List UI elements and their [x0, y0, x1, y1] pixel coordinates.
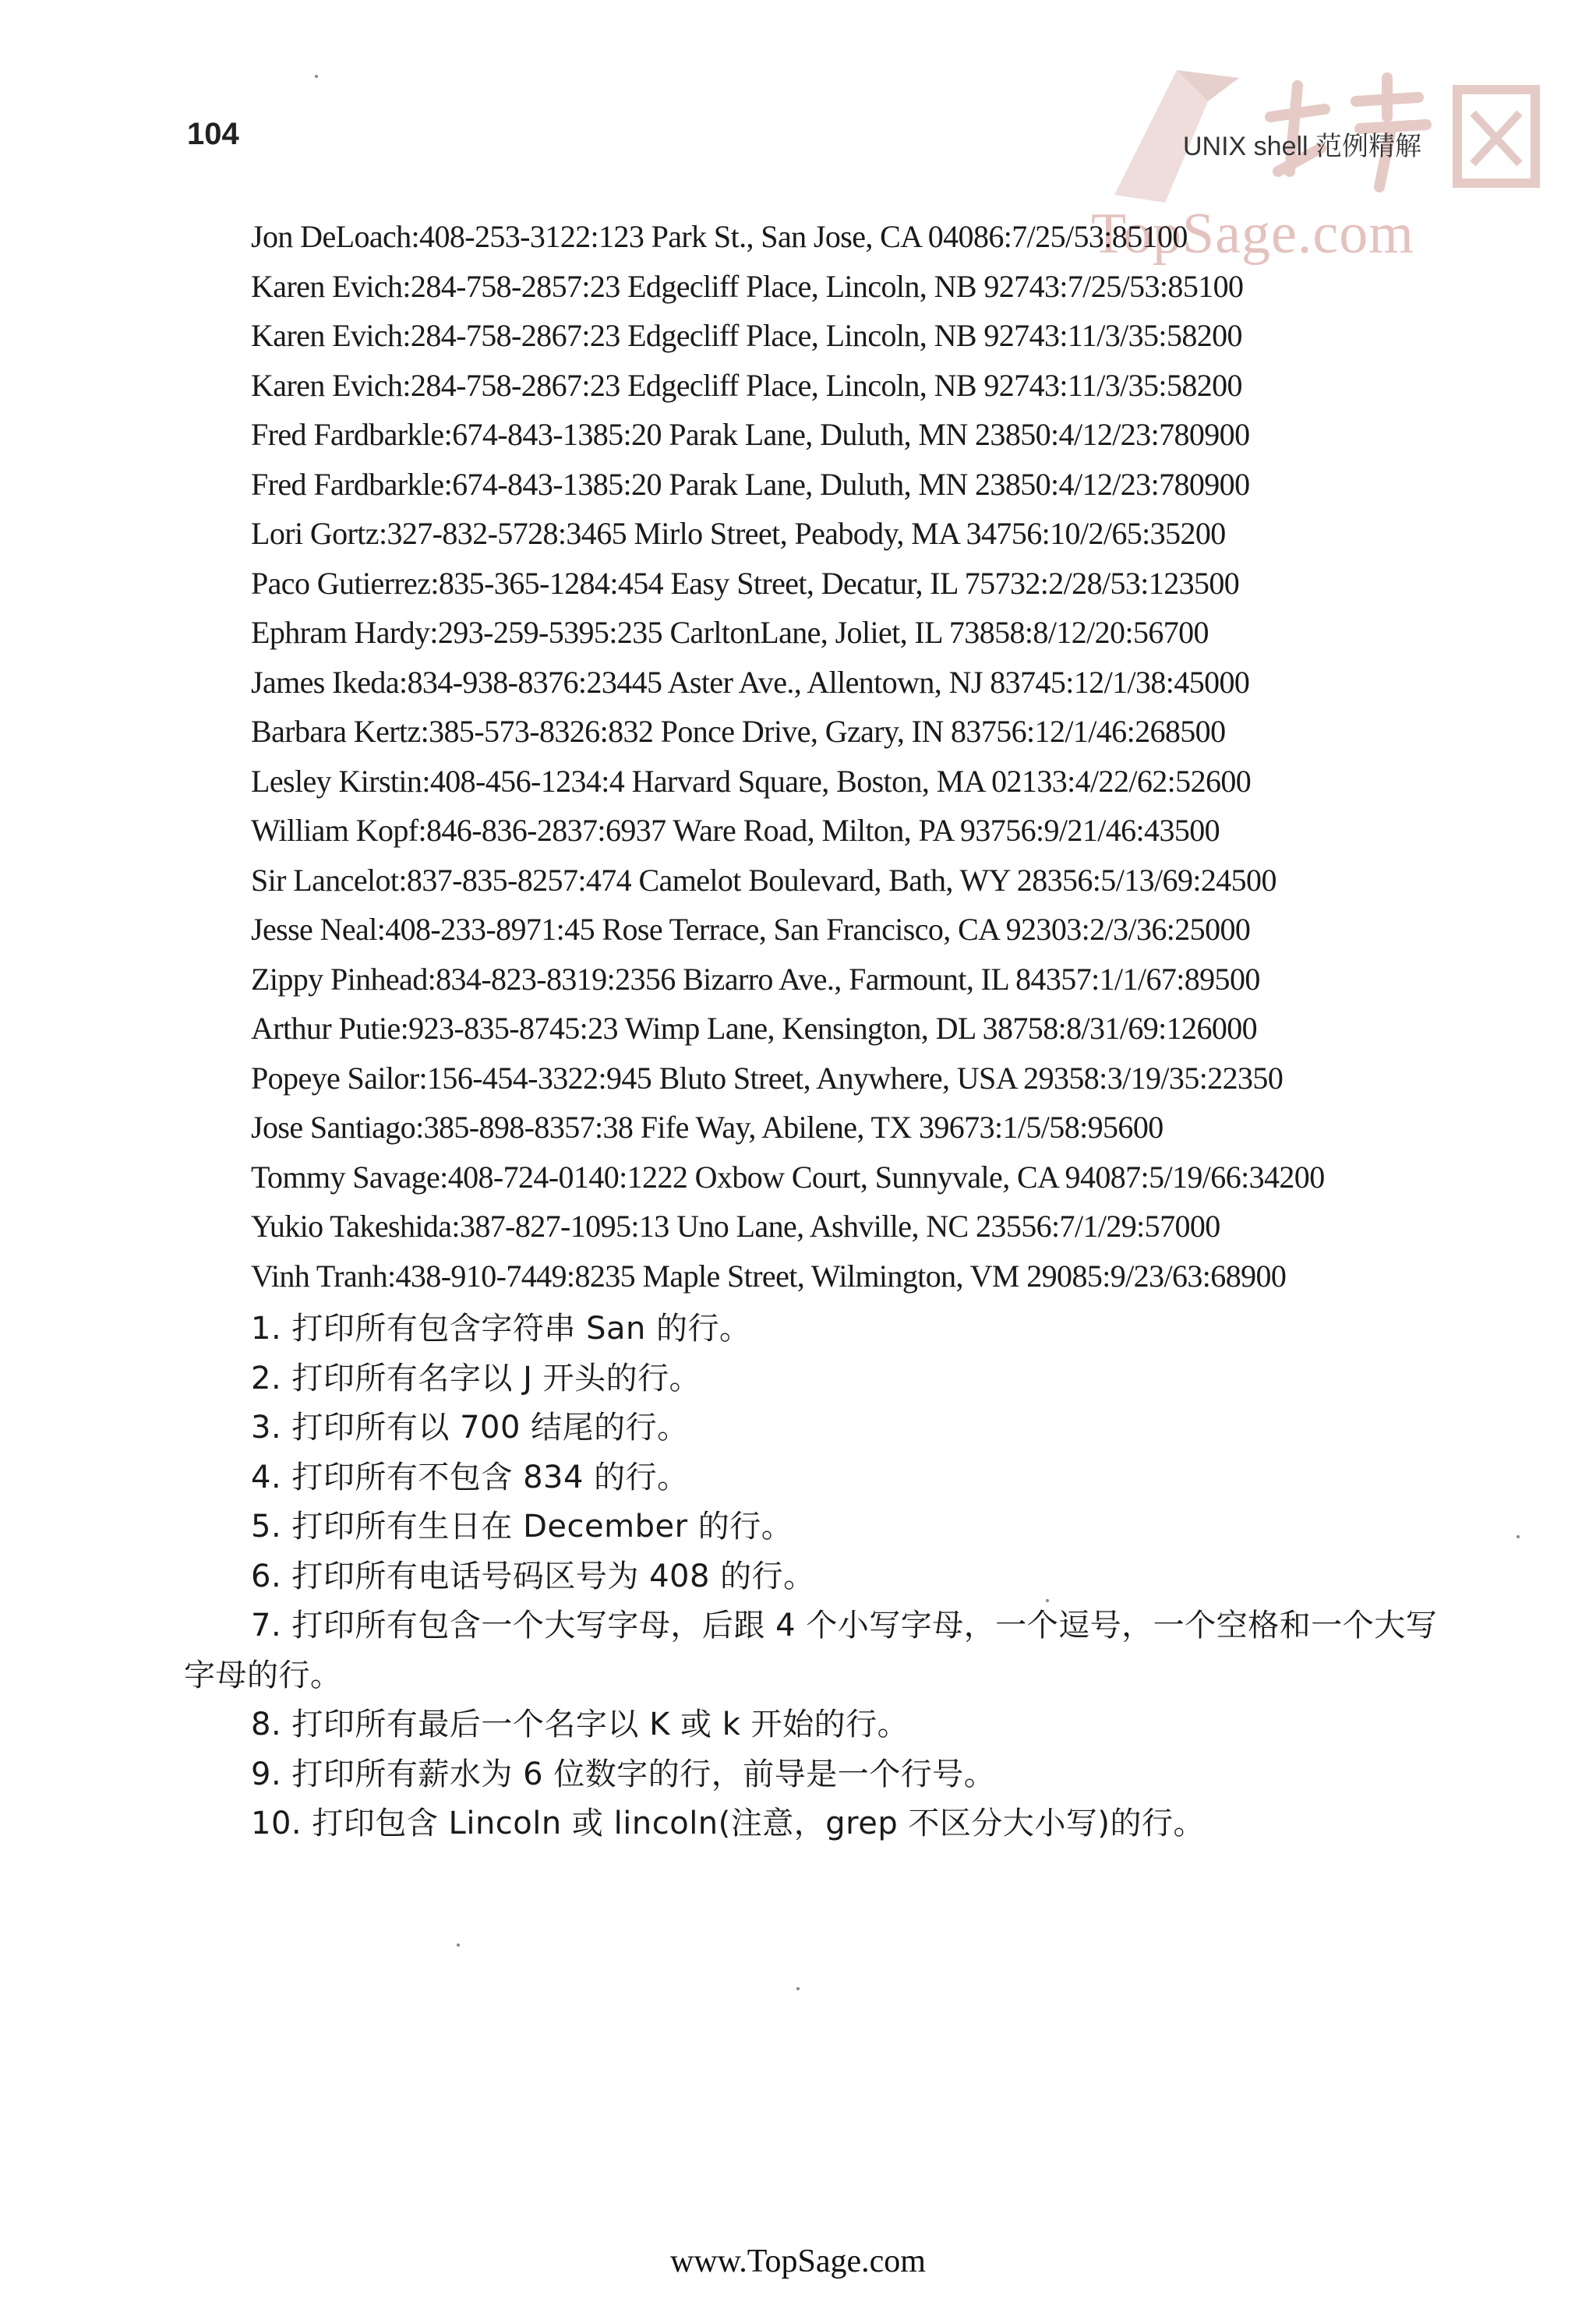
- scan-speck: [1046, 1599, 1049, 1602]
- exercise-list: [184, 1305, 1454, 1849]
- scan-speck: [796, 1987, 800, 1990]
- watermark-text: TopSage.com: [1091, 202, 1414, 266]
- exercise-item: 3. 打印所有以 700 结尾的行。: [251, 1410, 689, 1446]
- record-line: Paco Gutierrez:835-365-1284:454 Easy Street, Decatur, IL 75732:2/28/53:123500: [251, 565, 1240, 601]
- scan-speck: [457, 1944, 460, 1947]
- record-line: Lesley Kirstin:408-456-1234:4 Harvard Square, Boston, MA 02133:4/22/62:52600: [251, 763, 1252, 799]
- record-line: Karen Evich:284-758-2857:23 Edgecliff Place, Lincoln, NB 92743:7/25/53:85100: [251, 268, 1244, 304]
- scan-speck: [315, 75, 318, 78]
- footer-url: www.TopSage.com: [670, 2244, 926, 2279]
- record-line: Jesse Neal:408-233-8971:45 Rose Terrace, San Francisco, CA 92303:2/3/36:25000: [251, 912, 1251, 947]
- exercise-item: 4. 打印所有不包含 834 的行。: [251, 1459, 689, 1495]
- record-line: Fred Fardbarkle:674-843-1385:20 Parak Lane, Duluth, MN 23850:4/12/23:780900: [251, 417, 1250, 452]
- exercise-item: 8. 打印所有最后一个名字以 K 或 k 开始的行。: [251, 1707, 909, 1742]
- record-line: Barbara Kertz:385-573-8326:832 Ponce Drive, Gzary, IN 83756:12/1/46:268500: [251, 714, 1226, 749]
- record-line: Lori Gortz:327-832-5728:3465 Mirlo Street, Peabody, MA 34756:10/2/65:35200: [251, 516, 1226, 551]
- record-line: Ephram Hardy:293-259-5395:235 CarltonLane, Joliet, IL 73858:8/12/20:56700: [251, 615, 1209, 650]
- running-header-title: UNIX shell 范例精解: [1183, 132, 1422, 161]
- exercise-item: 2. 打印所有名字以 J 开头的行。: [251, 1360, 701, 1396]
- scan-speck: [1517, 1535, 1520, 1538]
- exercise-item: 6. 打印所有电话号码区号为 408 的行。: [251, 1558, 815, 1594]
- record-line: Tommy Savage:408-724-0140:1222 Oxbow Court, Sunnyvale, CA 94087:5/19/66:34200: [251, 1159, 1325, 1195]
- record-line: Fred Fardbarkle:674-843-1385:20 Parak Lane, Duluth, MN 23850:4/12/23:780900: [251, 466, 1250, 502]
- record-line: Karen Evich:284-758-2867:23 Edgecliff Place, Lincoln, NB 92743:11/3/35:58200: [251, 367, 1242, 403]
- record-line: Yukio Takeshida:387-827-1095:13 Uno Lane, Ashville, NC 23556:7/1/29:57000: [251, 1209, 1220, 1244]
- record-line: Karen Evich:284-758-2867:23 Edgecliff Place, Lincoln, NB 92743:11/3/35:58200: [251, 318, 1242, 353]
- page-number: 104: [187, 117, 239, 151]
- exercise-item: 7. 打印所有包含一个大写字母，后跟 4 个小写字母，一个逗号，一个空格和一个大写字母的行。: [184, 1608, 1438, 1693]
- record-line: Zippy Pinhead:834-823-8319:2356 Bizarro Ave., Farmount, IL 84357:1/1/67:89500: [251, 961, 1260, 997]
- data-records-list: [251, 212, 1325, 1301]
- record-line: Sir Lancelot:837-835-8257:474 Camelot Boulevard, Bath, WY 28356:5/13/69:24500: [251, 862, 1276, 898]
- exercise-item: 1. 打印所有包含字符串 San 的行。: [251, 1311, 751, 1347]
- record-line: James Ikeda:834-938-8376:23445 Aster Ave., Allentown, NJ 83745:12/1/38:45000: [251, 664, 1250, 700]
- exercise-item: 10. 打印包含 Lincoln 或 lincoln(注意，grep 不区分大小写)的行。: [251, 1806, 1206, 1841]
- record-line: William Kopf:846-836-2837:6937 Ware Road, Milton, PA 93756:9/21/46:43500: [251, 813, 1220, 848]
- record-line: Jon DeLoach:408-253-3122:123 Park St., San Jose, CA 04086:7/25/53:85100: [251, 219, 1188, 254]
- record-line: Popeye Sailor:156-454-3322:945 Bluto Street, Anywhere, USA 29358:3/19/35:22350: [251, 1060, 1284, 1096]
- exercise-item: 5. 打印所有生日在 December 的行。: [251, 1509, 793, 1545]
- exercise-item: 9. 打印所有薪水为 6 位数字的行，前导是一个行号。: [251, 1756, 996, 1792]
- record-line: Jose Santiago:385-898-8357:38 Fife Way, Abilene, TX 39673:1/5/58:95600: [251, 1110, 1163, 1145]
- record-line: Vinh Tranh:438-910-7449:8235 Maple Street, Wilmington, VM 29085:9/23/63:68900: [251, 1258, 1287, 1294]
- record-line: Arthur Putie:923-835-8745:23 Wimp Lane, Kensington, DL 38758:8/31/69:126000: [251, 1011, 1258, 1046]
